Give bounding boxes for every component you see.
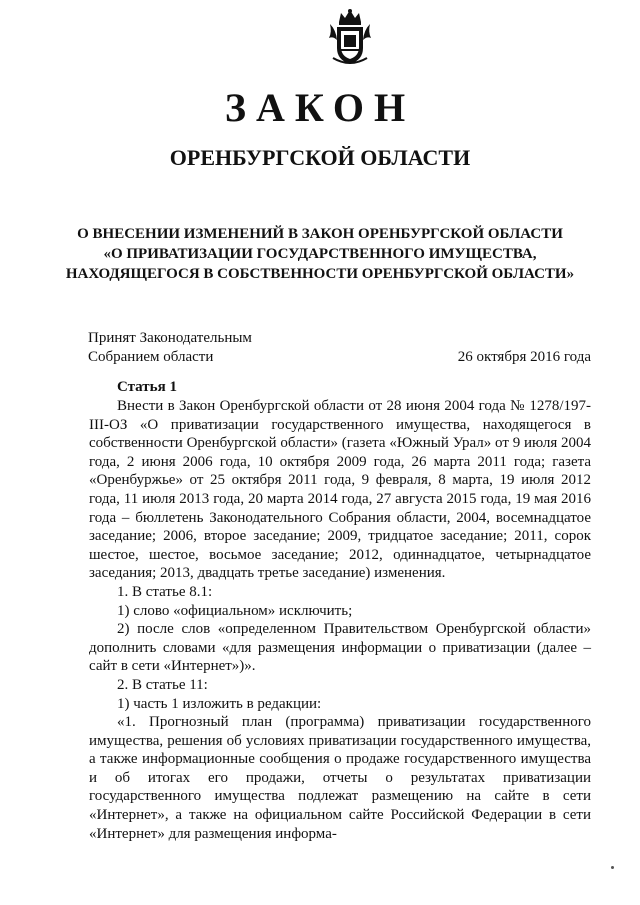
paragraph: Внести в Закон Оренбургской области от 28 июня 2004 года № 1278/197-III-ОЗ «О приватизации государственного имущества, находящегося в собственности Оренбургской области» (газета «Южный Урал» от 9 июля 2004 года, 2 июня 2006 года, 10 октября 2009 года, 26 марта 2011 года; газета «Оренбуржье» от 25 октября 2011 года, 9 февраля, 8 марта, 19 июля 2012 года, 11 июля 2013 года, 20 марта 2014 года, 27 августа 2015 года, 19 мая 2016 года – бюллетень Законодательного Собрания области, 2004, восемнадцатое заседание; 2006, второе заседание; 2009, тридцатое заседание; 2011, сорок шестое, шестое, восьмое заседание; 2012, одиннадцатое, четырнадцатое заседания; 2013, двадцать третье заседание) изменения. — [89, 398, 591, 582]
paragraph: 1) слово «официальном» исключить; — [117, 602, 353, 619]
law-title: ЗАКОН — [224, 85, 416, 130]
article-body — [89, 397, 591, 843]
subject-line-2: «О ПРИВАТИЗАЦИИ ГОСУДАРСТВЕННОГО ИМУЩЕСТВА, — [103, 246, 537, 262]
scan-speck — [611, 866, 614, 869]
coat-of-arms-emblem — [327, 8, 373, 66]
adoption-date: 26 октября 2016 года — [457, 349, 591, 365]
paragraph: «1. Прогнозный план (программа) приватизации государственного имущества, решения об условиях приватизации государственного имущества, а также информационные сообщения о продаже государственного имущества и об итогах его продажи, отчеты о результатах приватизации государственного имущества подлежат размещению на сайте в сети «Интернет», а также на официальном сайте Российской Федерации в сети «Интернет» для размещения информа- — [89, 714, 591, 842]
article-title: Статья 1 — [117, 379, 177, 395]
law-subject — [0, 224, 640, 284]
paragraph: 1) часть 1 изложить в редакции: — [117, 695, 322, 712]
region-title: ОРЕНБУРГСКОЙ ОБЛАСТИ — [169, 145, 471, 170]
paragraph: 2. В статье 11: — [117, 676, 208, 693]
subject-line-3: НАХОДЯЩЕГОСЯ В СОБСТВЕННОСТИ ОРЕНБУРГСКОЙ ОБЛАСТИ» — [65, 266, 575, 282]
adoption-note — [88, 329, 252, 367]
paragraph: 1. В статье 8.1: — [117, 583, 213, 600]
subject-line-1: О ВНЕСЕНИИ ИЗМЕНЕНИЙ В ЗАКОН ОРЕНБУРГСКОЙ ОБЛАСТИ — [77, 226, 563, 242]
adoption-line-2: Собранием области — [88, 349, 214, 365]
adoption-line-1: Принят Законодательным — [88, 330, 252, 346]
paragraph: 2) после слов «определенном Правительством Оренбургской области» дополнить словами «для размещения информации о приватизации (далее – сайт в сети «Интернет»)». — [89, 621, 591, 675]
